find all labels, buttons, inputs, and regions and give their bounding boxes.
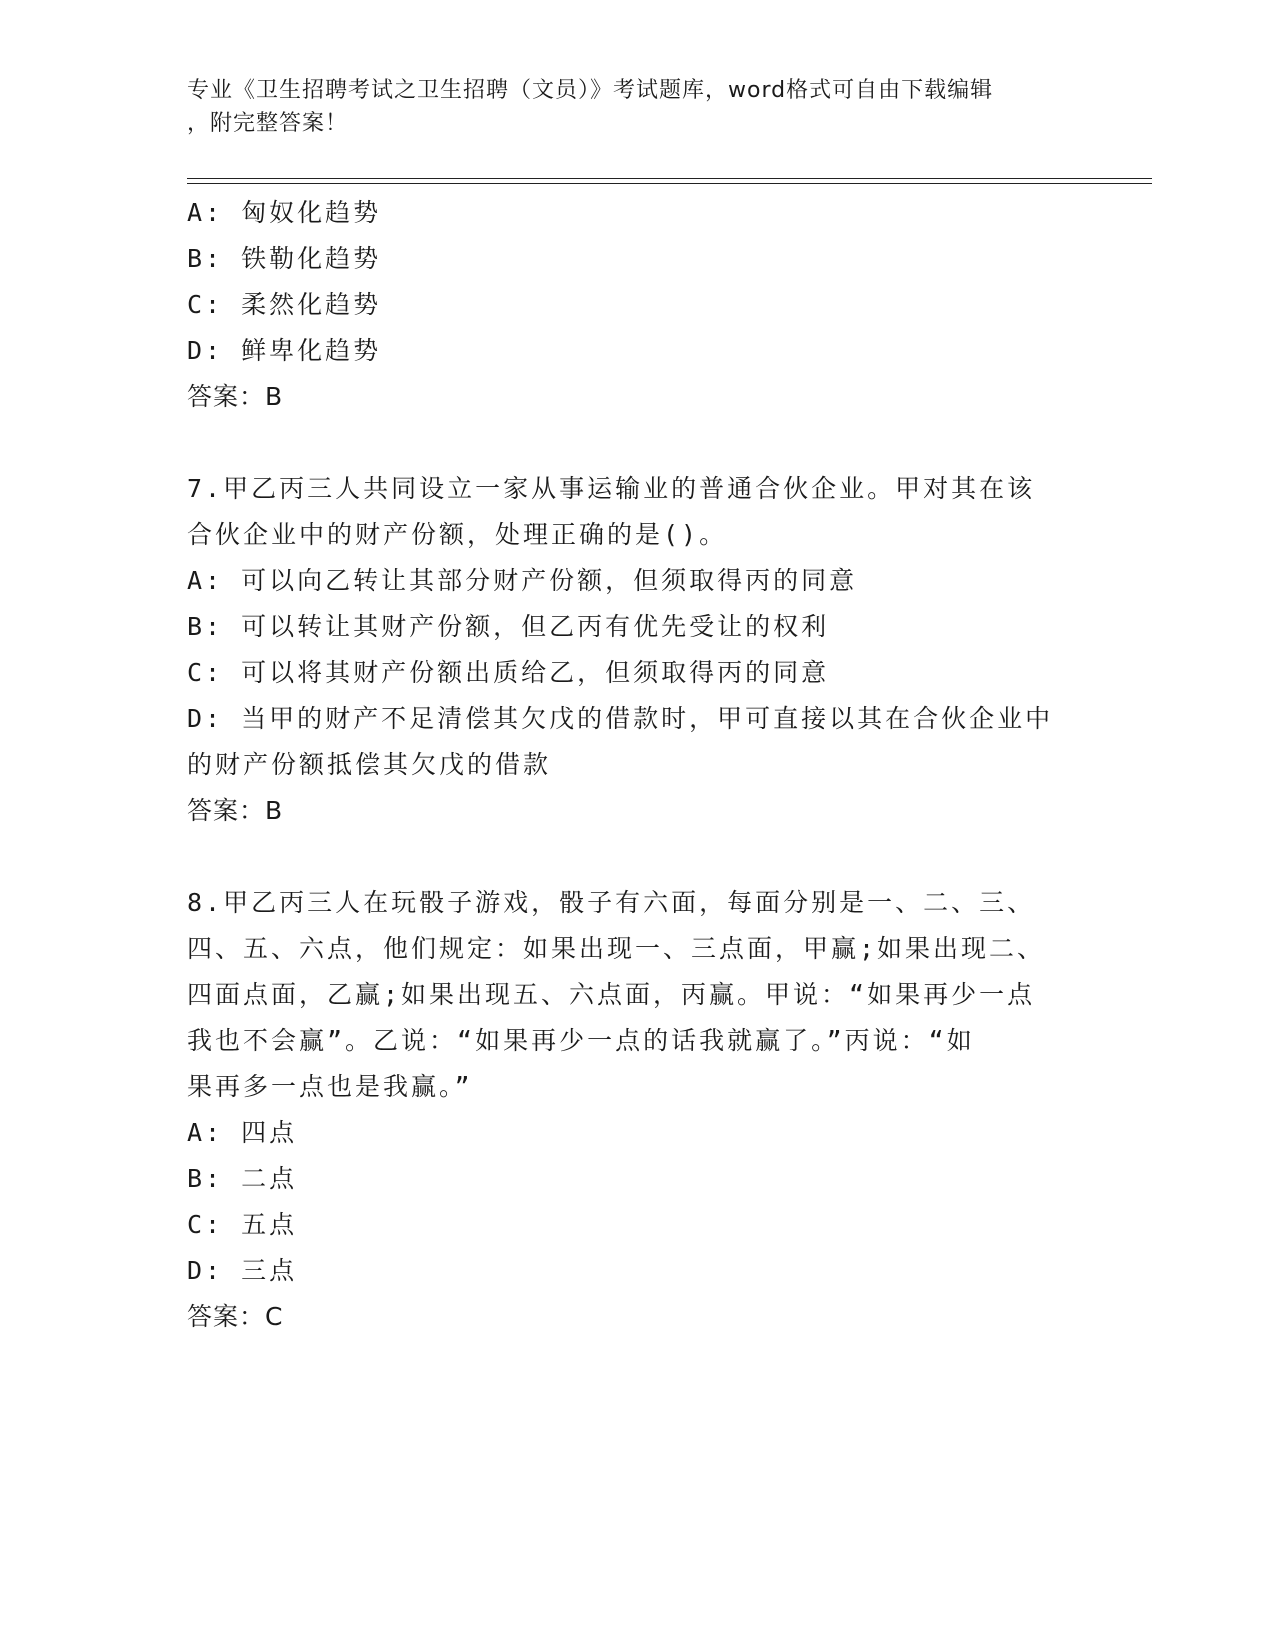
- page-header: [187, 74, 1067, 140]
- option-a: A: 四点: [187, 1118, 298, 1147]
- header-line-2: ，附完整答案！: [187, 111, 349, 136]
- option-d: D: 鲜卑化趋势: [187, 336, 382, 365]
- answer-label: 答案：C: [187, 1302, 284, 1331]
- question-stem-line: 7.甲乙丙三人共同设立一家从事运输业的普通合伙企业。甲对其在该: [187, 474, 1036, 503]
- option-c: C: 柔然化趋势: [187, 290, 382, 319]
- option-b: B: 可以转让其财产份额，但乙丙有优先受让的权利: [187, 612, 830, 641]
- option-d: D: 三点: [187, 1256, 298, 1285]
- option-d-continued: 的财产份额抵偿其欠戊的借款: [187, 750, 552, 779]
- option-a: A: 匈奴化趋势: [187, 198, 382, 227]
- question-stem-line: 合伙企业中的财产份额，处理正确的是()。: [187, 520, 728, 549]
- document-body: [187, 190, 1087, 1340]
- question-8: [187, 880, 1087, 1340]
- option-b: B: 二点: [187, 1164, 298, 1193]
- option-d: D: 当甲的财产不足清偿其欠戊的借款时，甲可直接以其在合伙企业中: [187, 704, 1054, 733]
- option-a: A: 可以向乙转让其部分财产份额，但须取得丙的同意: [187, 566, 858, 595]
- question-7: [187, 466, 1087, 834]
- question-stem-line: 我也不会赢”。乙说：“如果再少一点的话我就赢了。”丙说：“如: [187, 1026, 975, 1055]
- header-double-rule: [187, 178, 1152, 184]
- question-stem-line: 果再多一点也是我赢。”: [187, 1072, 473, 1101]
- answer-label: 答案：B: [187, 796, 284, 825]
- question-stem-line: 四、五、六点，他们规定：如果出现一、三点面，甲赢;如果出现二、: [187, 934, 1046, 963]
- option-c: C: 可以将其财产份额出质给乙，但须取得丙的同意: [187, 658, 830, 687]
- question-6-options: [187, 190, 1087, 420]
- option-c: C: 五点: [187, 1210, 298, 1239]
- answer-label: 答案：B: [187, 382, 284, 411]
- option-b: B: 铁勒化趋势: [187, 244, 382, 273]
- header-line-1: 专业《卫生招聘考试之卫生招聘（文员）》考试题库，word格式可自由下载编辑: [187, 78, 994, 103]
- question-stem-line: 8.甲乙丙三人在玩骰子游戏，骰子有六面，每面分别是一、二、三、: [187, 888, 1036, 917]
- question-stem-line: 四面点面，乙赢;如果出现五、六点面，丙赢。甲说：“如果再少一点: [187, 980, 1036, 1009]
